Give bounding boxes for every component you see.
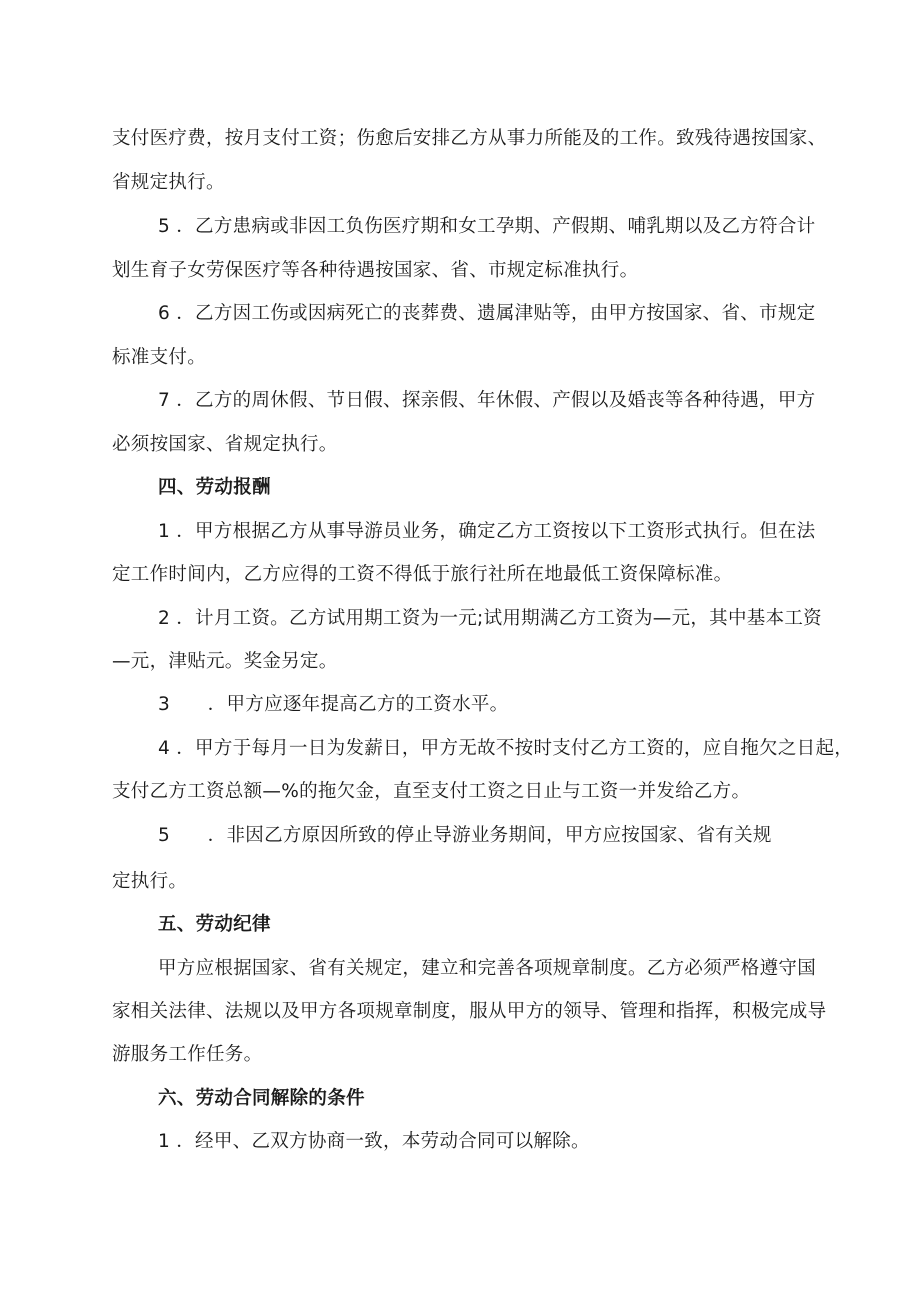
paragraph-line: 甲方应根据国家、省有关规定，建立和完善各项规章制度。乙方必须严格遵守国 (158, 958, 817, 979)
paragraph-line: —元，津贴元。奖金另定。 (112, 651, 338, 672)
paragraph-line: 3 ．甲方应逐年提高乙方的工资水平。 (158, 694, 509, 715)
paragraph-line: 5 ．非因乙方原因所致的停止导游业务期间，甲方应按国家、省有关规 (158, 825, 772, 846)
paragraph-line: 标准支付。 (112, 347, 207, 368)
paragraph-line: 划生育子女劳保医疗等各种待遇按国家、省、市规定标准执行。 (112, 260, 639, 281)
paragraph-line: 支付医疗费，按月支付工资；伤愈后安排乙方从事力所能及的工作。致残待遇按国家、 (112, 128, 827, 149)
paragraph-line: 支付乙方工资总额—%的拖欠金，直至支付工资之日止与工资一并发给乙方。 (112, 781, 751, 802)
section-heading: 四、劳动报酬 (158, 477, 271, 498)
paragraph-line: 4 ．甲方于每月一日为发薪日，甲方无故不按时支付乙方工资的，应自拖欠之日起， (158, 738, 854, 759)
section-heading: 五、劳动纪律 (158, 914, 271, 935)
paragraph-line: 2 ．计月工资。乙方试用期工资为一元;试用期满乙方工资为—元，其中基本工资 (158, 608, 822, 629)
paragraph-line: 游服务工作任务。 (112, 1044, 263, 1065)
section-heading: 六、劳动合同解除的条件 (158, 1088, 365, 1109)
paragraph-line: 5 ．乙方患病或非因工负伤医疗期和女工孕期、产假期、哺乳期以及乙方符合计 (158, 216, 816, 237)
paragraph-line: 1 ．经甲、乙双方协商一致，本劳动合同可以解除。 (158, 1131, 590, 1152)
paragraph-line: 省规定执行。 (112, 172, 225, 193)
paragraph-line: 1 ．甲方根据乙方从事导游员业务，确定乙方工资按以下工资形式执行。但在法 (158, 521, 816, 542)
paragraph-line: 家相关法律、法规以及甲方各项规章制度，服从甲方的领导、管理和指挥，积极完成导 (112, 1001, 827, 1022)
paragraph-line: 定执行。 (112, 871, 188, 892)
paragraph-line: 7 ．乙方的周休假、节日假、探亲假、年休假、产假以及婚丧等各种待遇，甲方 (158, 390, 816, 411)
paragraph-line: 必须按国家、省规定执行。 (112, 434, 338, 455)
paragraph-line: 定工作时间内，乙方应得的工资不得低于旅行社所在地最低工资保障标准。 (112, 564, 733, 585)
paragraph-line: 6 ．乙方因工伤或因病死亡的丧葬费、遗属津贴等，由甲方按国家、省、市规定 (158, 303, 816, 324)
